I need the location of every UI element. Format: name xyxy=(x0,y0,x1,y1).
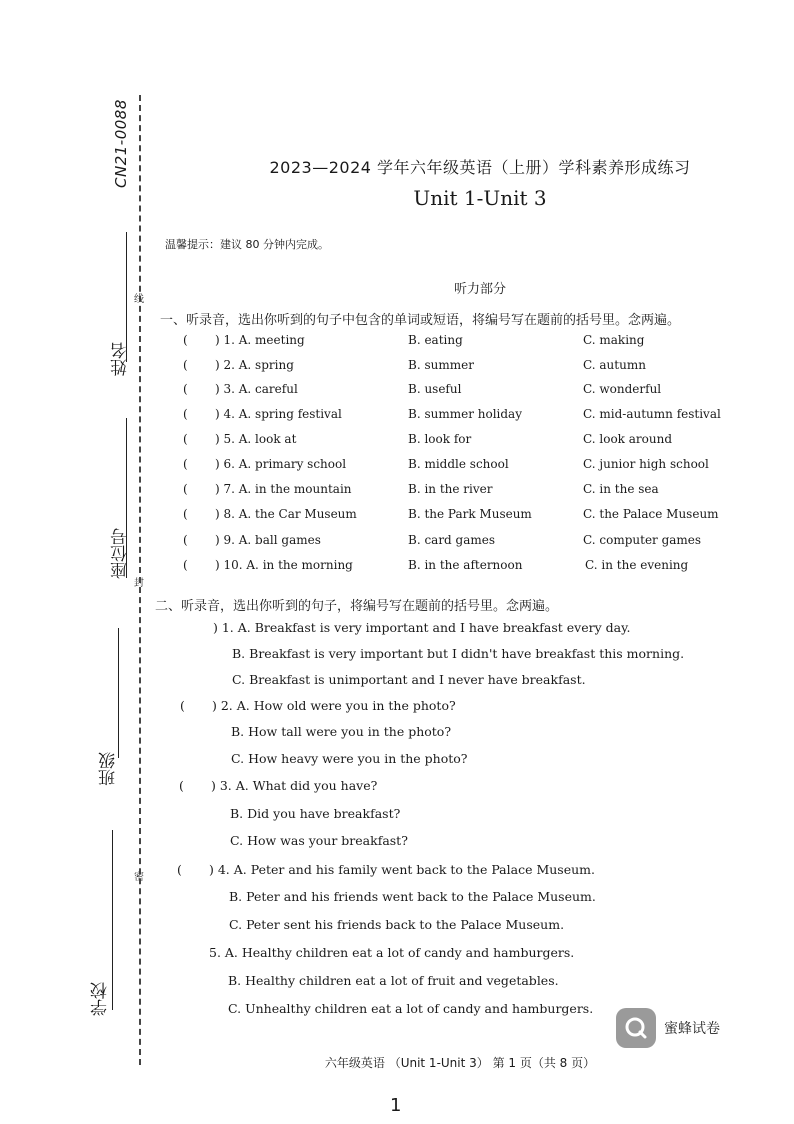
option-a: ) 3. A. careful xyxy=(215,382,298,396)
watermark-text: 蜜蜂试卷 xyxy=(664,1021,720,1037)
answer-bracket[interactable]: ( xyxy=(183,358,188,372)
option-a: ) 1. A. meeting xyxy=(215,333,305,347)
part1-item xyxy=(183,358,743,378)
part1-instruction: 一、听录音，选出你听到的句子中包含的单词或短语，将编号写在题前的括号里。念两遍。 xyxy=(160,313,681,328)
paper-code: CN21-0088 xyxy=(112,99,130,188)
seat-label: 座位号 xyxy=(111,528,131,579)
exam-subtitle: Unit 1-Unit 3 xyxy=(413,186,547,210)
option-b: B. useful xyxy=(408,382,462,396)
seal-char-secret: 密 xyxy=(134,872,144,883)
seal-char-line: 线 xyxy=(134,294,144,305)
part1-item xyxy=(183,558,743,578)
option-c: C. mid-autumn festival xyxy=(583,407,721,421)
part1-item xyxy=(183,382,743,402)
answer-bracket[interactable]: ( xyxy=(177,862,182,877)
option-a: ) 7. A. in the mountain xyxy=(215,482,352,496)
option-b: B. summer holiday xyxy=(408,407,522,421)
option-c: C. wonderful xyxy=(583,382,662,396)
answer-bracket[interactable]: ( xyxy=(183,457,188,471)
answer-bracket[interactable]: ( xyxy=(183,507,188,521)
q1-option-a: ) 1. A. Breakfast is very important and I have breakfast every day. xyxy=(213,620,631,635)
option-b: B. card games xyxy=(408,533,496,547)
page-number: 1 xyxy=(390,1095,402,1116)
option-b: B. the Park Museum xyxy=(408,507,532,521)
q2-option-c: C. How heavy were you in the photo? xyxy=(231,751,468,766)
option-a: ) 5. A. look at xyxy=(215,432,297,446)
q4-option-c: C. Peter sent his friends back to the Palace Museum. xyxy=(229,917,565,932)
option-a: ) 10. A. in the morning xyxy=(215,558,353,572)
answer-bracket[interactable]: ( xyxy=(183,558,188,572)
class-blank-line xyxy=(118,628,119,758)
part1-item xyxy=(183,333,743,353)
class-label: 班级 xyxy=(99,752,119,786)
watermark xyxy=(616,1008,720,1048)
option-c: C. the Palace Museum xyxy=(583,507,719,521)
q3-option-a: ) 3. A. What did you have? xyxy=(211,778,378,793)
option-b: B. look for xyxy=(408,432,472,446)
part1-item xyxy=(183,533,743,553)
answer-bracket[interactable]: ( xyxy=(183,533,188,547)
exam-title: 2023—2024 学年六年级英语（上册）学科素养形成练习 xyxy=(269,158,691,177)
q1-option-b: B. Breakfast is very important but I didn't have breakfast this morning. xyxy=(232,646,685,661)
option-c: C. making xyxy=(583,333,645,347)
q2-option-b: B. How tall were you in the photo? xyxy=(231,724,452,739)
listening-section-title: 听力部分 xyxy=(453,282,506,297)
answer-bracket[interactable]: ( xyxy=(183,382,188,396)
answer-bracket[interactable]: ( xyxy=(179,778,184,793)
answer-bracket[interactable]: ( xyxy=(183,482,188,496)
option-a: ) 6. A. primary school xyxy=(215,457,347,471)
part1-item xyxy=(183,457,743,477)
option-b: B. in the afternoon xyxy=(408,558,523,572)
q1-option-c: C. Breakfast is unimportant and I never have breakfast. xyxy=(232,672,586,687)
q3-option-c: C. How was your breakfast? xyxy=(230,833,408,848)
name-label: 姓名 xyxy=(111,342,131,376)
seal-char-seal: 封 xyxy=(134,578,144,589)
option-c: C. autumn xyxy=(583,358,646,372)
answer-bracket[interactable]: ( xyxy=(183,407,188,421)
part2-instruction: 二、听录音，选出你听到的句子，将编号写在题前的括号里。念两遍。 xyxy=(155,599,559,614)
part1-item xyxy=(183,407,743,427)
part1-item xyxy=(183,482,743,502)
time-tip: 温馨提示：建议 80 分钟内完成。 xyxy=(165,238,329,251)
option-a: ) 8. A. the Car Museum xyxy=(215,507,357,521)
q2-option-a: ) 2. A. How old were you in the photo? xyxy=(212,698,456,713)
option-a: ) 9. A. ball games xyxy=(215,533,321,547)
option-c: C. look around xyxy=(583,432,673,446)
q4-option-b: B. Peter and his friends went back to the Palace Museum. xyxy=(229,889,596,904)
option-b: B. eating xyxy=(408,333,463,347)
option-b: B. summer xyxy=(408,358,474,372)
option-a: ) 2. A. spring xyxy=(215,358,294,372)
page-footer: 六年级英语 （Unit 1-Unit 3） 第 1 页（共 8 页） xyxy=(324,1056,596,1070)
school-label: 学校 xyxy=(91,982,111,1016)
answer-bracket[interactable]: ( xyxy=(183,432,188,446)
option-c: C. in the sea xyxy=(583,482,659,496)
option-b: B. middle school xyxy=(408,457,509,471)
option-a: ) 4. A. spring festival xyxy=(215,407,342,421)
option-c: C. in the evening xyxy=(585,558,689,572)
option-b: B. in the river xyxy=(408,482,493,496)
q5-option-b: B. Healthy children eat a lot of fruit and vegetables. xyxy=(228,973,559,988)
part1-item xyxy=(183,432,743,452)
answer-bracket[interactable]: ( xyxy=(183,333,188,347)
answer-bracket[interactable]: ( xyxy=(180,698,185,713)
option-c: C. junior high school xyxy=(583,457,709,471)
q3-option-b: B. Did you have breakfast? xyxy=(230,806,401,821)
q4-option-a: ) 4. A. Peter and his family went back to the Palace Museum. xyxy=(209,862,595,877)
bee-logo-icon xyxy=(616,1008,656,1048)
option-c: C. computer games xyxy=(583,533,702,547)
q5-option-c: C. Unhealthy children eat a lot of candy and hamburgers. xyxy=(228,1001,594,1016)
q5-option-a: 5. A. Healthy children eat a lot of candy and hamburgers. xyxy=(209,945,575,960)
part1-item xyxy=(183,507,743,527)
